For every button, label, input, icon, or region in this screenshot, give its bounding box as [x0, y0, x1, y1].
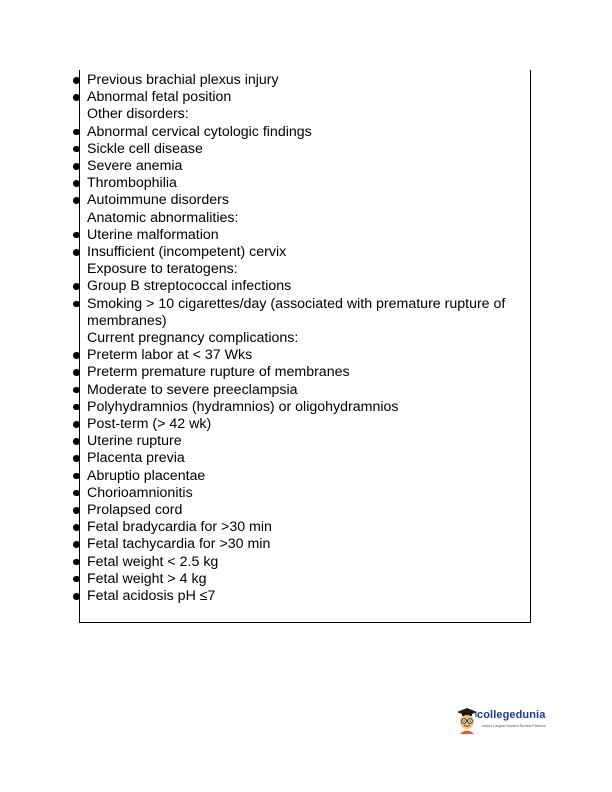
list-item-text: Smoking > 10 cigarettes/day (associated with premature rupture of membranes): [87, 295, 506, 329]
list-item-text: Sickle cell disease: [87, 140, 203, 157]
list-item: [0, 124, 530, 141]
bullet-icon: [73, 455, 80, 462]
list-item: [0, 554, 530, 571]
bullet-icon: [73, 94, 80, 101]
list-subheading: [0, 330, 530, 347]
bullet-icon: [73, 576, 80, 583]
list-item-text: Exposure to teratogens:: [87, 261, 238, 278]
list-item-text: Uterine malformation: [87, 226, 219, 243]
list-item-text: Group B streptococcal infections: [87, 278, 292, 295]
bullet-icon: [73, 404, 80, 411]
list-item: [0, 468, 530, 485]
logo-tagline: India's Largest Student Review Platform: [482, 724, 546, 728]
bullet-icon: [73, 387, 80, 394]
list-item: [0, 192, 530, 209]
list-item-text: Polyhydramnios (hydramnios) or oligohydramnios: [87, 398, 399, 415]
list-item-text: Abnormal cervical cytologic findings: [87, 123, 312, 140]
list-item-text: Chorioamnionitis: [87, 484, 193, 501]
list-item: [0, 227, 530, 244]
list-item-text: Abruptio placentae: [87, 467, 206, 484]
logo-wordmark: collegedunia: [477, 709, 546, 721]
list-item: [0, 364, 530, 381]
list-item-text: Abnormal fetal position: [87, 89, 232, 106]
bullet-icon: [73, 559, 80, 566]
list-item: [0, 399, 530, 416]
list-item-text: Fetal tachycardia for >30 min: [87, 536, 271, 553]
mascot-icon: [455, 706, 479, 734]
list-item-text: Prolapsed cord: [87, 502, 183, 519]
list-item: [0, 382, 530, 399]
list-item: [0, 588, 530, 605]
list-item-text: Post-term (> 42 wk): [87, 416, 212, 433]
bullet-icon: [73, 490, 80, 497]
list-item-text: Severe anemia: [87, 158, 183, 175]
list-item: [0, 175, 530, 192]
list-item: [0, 244, 530, 261]
list-item-text: Fetal acidosis pH ≤7: [87, 588, 216, 605]
list-item: [0, 296, 530, 330]
bullet-icon: [73, 352, 80, 359]
list-item-text: Insufficient (incompetent) cervix: [87, 244, 287, 261]
list-item: [0, 89, 530, 106]
list-item: [0, 278, 530, 295]
bullet-icon: [73, 197, 80, 204]
bullet-icon: [73, 421, 80, 428]
bullet-icon: [73, 163, 80, 170]
bullet-icon: [73, 180, 80, 187]
bullet-icon: [73, 249, 80, 256]
bullet-icon: [73, 146, 80, 153]
list-subheading: [0, 106, 530, 123]
bullet-icon: [73, 232, 80, 239]
list-item: [0, 519, 530, 536]
list-item: [0, 502, 530, 519]
bullet-icon: [73, 473, 80, 480]
bullet-icon: [73, 541, 80, 548]
list-item: [0, 72, 530, 89]
list-item: [0, 433, 530, 450]
list-item: [0, 416, 530, 433]
bullet-icon: [73, 507, 80, 514]
list-item: [0, 347, 530, 364]
bullet-icon: [73, 524, 80, 531]
list-item-text: Fetal weight < 2.5 kg: [87, 553, 219, 570]
list-subheading: [0, 261, 530, 278]
bullet-icon: [73, 283, 80, 290]
list-item: [0, 536, 530, 553]
list-item: [0, 571, 530, 588]
bullet-icon: [73, 438, 80, 445]
list-item-text: Uterine rupture: [87, 433, 182, 450]
list-item-text: Preterm labor at < 37 Wks: [87, 347, 253, 364]
list-item: [0, 450, 530, 467]
list-item-text: Moderate to severe preeclampsia: [87, 381, 298, 398]
bullet-icon: [73, 77, 80, 84]
list-item-text: Placenta previa: [87, 450, 185, 467]
list-item: [0, 141, 530, 158]
bullet-icon: [73, 129, 80, 136]
collegedunia-logo: [455, 706, 565, 738]
list-item: [0, 158, 530, 175]
list-item-text: Preterm premature rupture of membranes: [87, 364, 350, 381]
list-item-text: Fetal weight > 4 kg: [87, 570, 207, 587]
list-item-text: Anatomic abnormalities:: [87, 209, 239, 226]
list-item-text: Current pregnancy complications:: [87, 330, 299, 347]
bullet-icon: [73, 369, 80, 376]
list-subheading: [0, 210, 530, 227]
bullet-icon: [73, 301, 80, 308]
list-item-text: Previous brachial plexus injury: [87, 72, 279, 88]
list-item-text: Fetal bradycardia for >30 min: [87, 519, 272, 536]
list-item-text: Thrombophilia: [87, 175, 177, 192]
bullet-icon: [73, 593, 80, 600]
risk-factor-list: [0, 72, 530, 605]
list-item-text: Autoimmune disorders: [87, 192, 229, 209]
list-item-text: Other disorders:: [87, 106, 189, 123]
list-item: [0, 485, 530, 502]
